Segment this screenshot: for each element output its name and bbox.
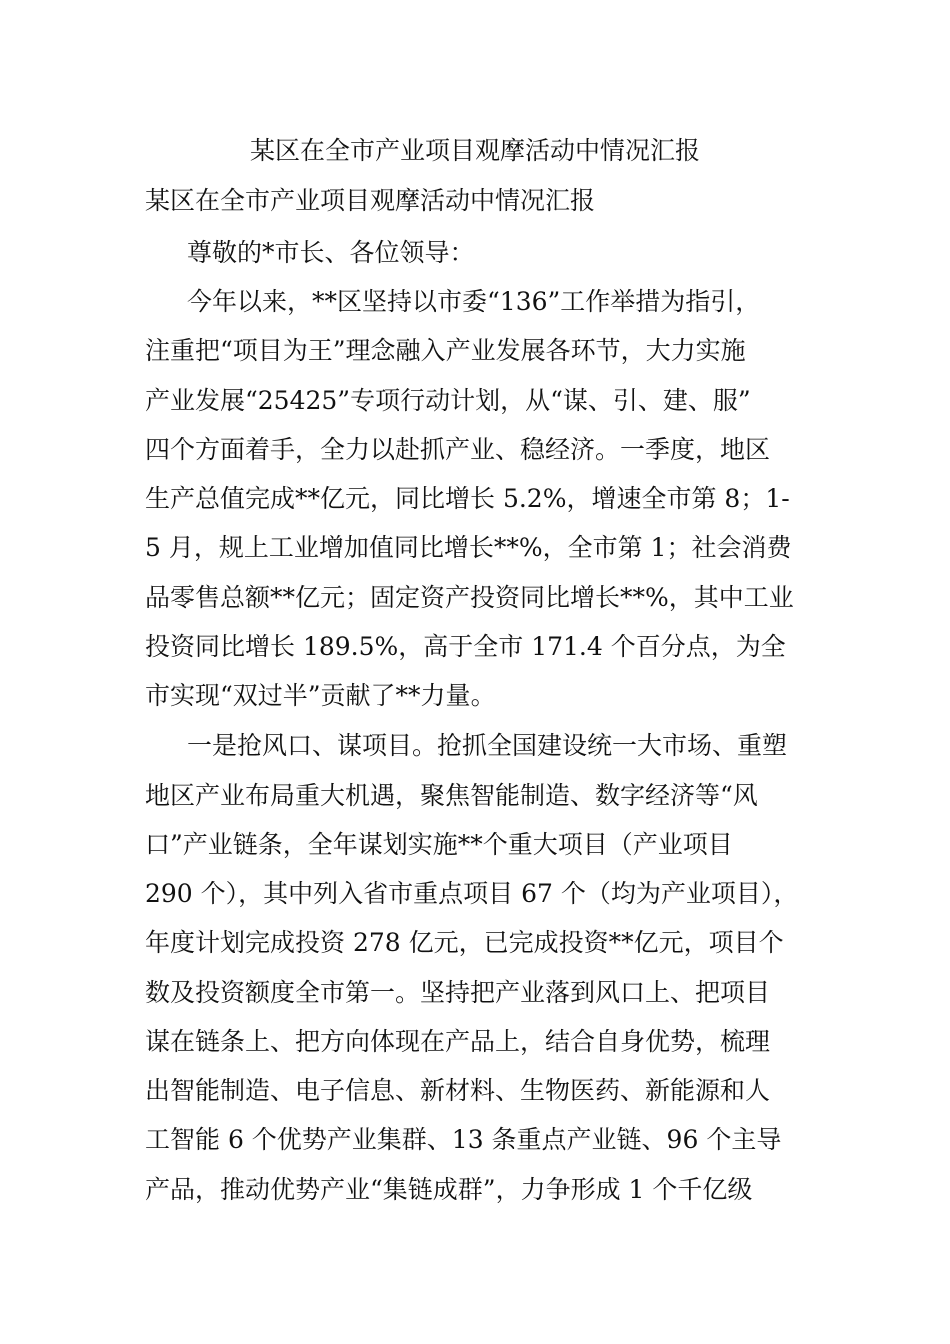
paragraph-line: 品零售总额**亿元；固定资产投资同比增长**%，其中工业: [145, 583, 794, 612]
paragraph-line: 谋在链条上、把方向体现在产品上，结合自身优势，梳理: [145, 1027, 771, 1056]
salutation: 尊敬的*市长、各位领导：: [187, 238, 475, 267]
paragraph-line: 工智能 6 个优势产业集群、13 条重点产业链、96 个主导: [145, 1125, 782, 1154]
document-title: 某区在全市产业项目观摩活动中情况汇报: [249, 136, 700, 165]
paragraph-line: 5 月，规上工业增加值同比增长**%，全市第 1；社会消费: [145, 533, 792, 562]
paragraph-line: 年度计划完成投资 278 亿元，已完成投资**亿元，项目个: [145, 928, 784, 957]
document-subtitle: 某区在全市产业项目观摩活动中情况汇报: [145, 186, 596, 215]
paragraph-line: 出智能制造、电子信息、新材料、生物医药、新能源和人: [145, 1076, 771, 1105]
paragraph-line: 产业发展“25425”专项行动计划，从“谋、引、建、服”: [145, 386, 751, 415]
paragraph-line: 投资同比增长 189.5%，高于全市 171.4 个百分点，为全: [145, 632, 786, 661]
paragraph-line: 市实现“双过半”贡献了**力量。: [145, 681, 496, 710]
paragraph-line: 今年以来，**区坚持以市委“136”工作举措为指引，: [187, 287, 761, 316]
paragraph-line: 注重把“项目为王”理念融入产业发展各环节，大力实施: [145, 336, 746, 365]
paragraph-line: 生产总值完成**亿元，同比增长 5.2%，增速全市第 8；1-: [145, 484, 790, 513]
paragraph-line: 地区产业布局重大机遇，聚焦智能制造、数字经济等“风: [145, 781, 758, 810]
paragraph-line: 口”产业链条，全年谋划实施**个重大项目（产业项目: [145, 830, 733, 859]
paragraph-line: 产品，推动优势产业“集链成群”，力争形成 1 个千亿级: [145, 1175, 753, 1204]
paragraph-line: 四个方面着手，全力以赴抓产业、稳经济。一季度，地区: [145, 435, 771, 464]
paragraph-line: 290 个），其中列入省市重点项目 67 个（均为产业项目），: [145, 879, 799, 908]
paragraph-line: 一是抢风口、谋项目。抢抓全国建设统一大市场、重塑: [187, 731, 788, 760]
paragraph-line: 数及投资额度全市第一。坚持把产业落到风口上、把项目: [145, 978, 771, 1007]
